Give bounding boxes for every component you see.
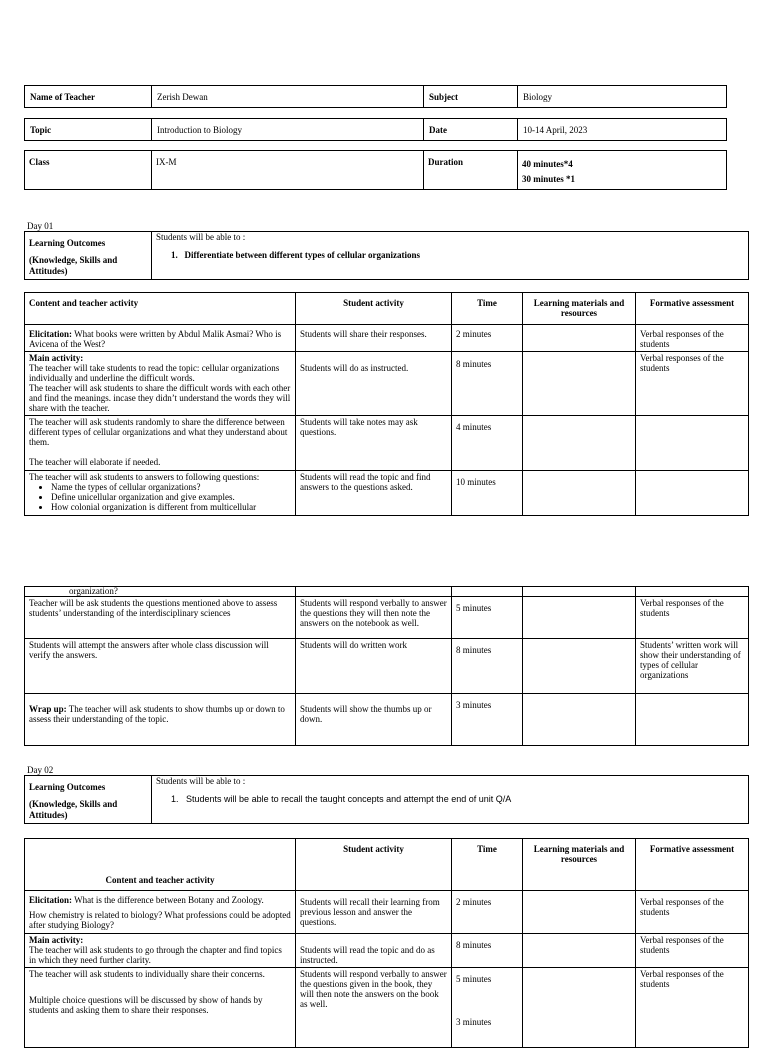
discussion-text-1: The teacher will ask students randomly to share the difference between different types of cellular organizations and what they understand about them.: [29, 417, 288, 447]
main-activity-text-2: The teacher will ask students to share the difficult words with each other and find the meanings. incase they didn’t understand the words they will share with the teacher.: [29, 383, 291, 413]
student-activity: Students will respond verbally to answer the questions they will then note the answers on the notebook as well.: [296, 597, 452, 639]
lo-label-line-2: (Knowledge, Skills and Attitudes): [29, 255, 118, 276]
wrap-up-cell: [25, 694, 296, 746]
assessment-value: Students’ written work will show their understanding of types of cellular organizations: [636, 639, 749, 694]
subject-label: Subject: [424, 86, 518, 108]
questions-cell: [25, 471, 296, 516]
time-value: 3 minutes: [452, 694, 523, 746]
col-assessment-header: Formative assessment: [636, 839, 749, 891]
table-row: [25, 352, 749, 416]
time-cell: [452, 968, 523, 1048]
table-row: [25, 325, 749, 352]
student-activity: Students will respond verbally to answer the questions given in the book, they will then note the answers on the book as well.: [296, 968, 452, 1048]
assessment-value: Verbal responses of the students: [636, 352, 749, 416]
class-label: Class: [25, 151, 152, 190]
student-activity: Students will take notes may ask questions.: [296, 416, 452, 471]
time-value: 5 minutes: [452, 597, 523, 639]
elicitation-cell: [25, 891, 296, 934]
materials-cell: [523, 416, 636, 471]
lo-item: [171, 794, 744, 804]
questions-intro: The teacher will ask students to answers to following questions:: [29, 472, 260, 482]
main-activity-text: The teacher will ask students to go through the chapter and find topics in which they need further clarity.: [29, 945, 282, 965]
time-value: 5 minutes: [456, 974, 492, 984]
time-value: 4 minutes: [452, 416, 523, 471]
col-student-header: Student activity: [296, 293, 452, 325]
time-value: 10 minutes: [452, 471, 523, 516]
col-materials-header: Learning materials and resources: [523, 293, 636, 325]
elicitation-label: Elicitation:: [29, 329, 72, 339]
assessment-cell: [636, 471, 749, 516]
col-student-header: Student activity: [296, 839, 452, 891]
col-time-header: Time: [452, 839, 523, 891]
teacher-subject-table: [24, 85, 727, 108]
time-value: 2 minutes: [452, 891, 523, 934]
topic-value: Introduction to Biology: [152, 119, 424, 141]
topic-date-table: [24, 118, 727, 141]
class-value: IX-M: [152, 151, 424, 190]
table-row: [25, 694, 749, 746]
day-01-label: Day 01: [27, 221, 54, 231]
col-content-header: Content and teacher activity: [25, 839, 296, 891]
lo-intro: Students will be able to :: [156, 776, 246, 786]
materials-cell: [523, 352, 636, 416]
col-time-header: Time: [452, 293, 523, 325]
elicitation-text: What books were written by Abdul Malik Asmai? Who is Avicena of the West?: [29, 329, 282, 349]
questions-list: [51, 482, 291, 512]
student-activity: Students will recall their learning from previous lesson and answer the questions.: [296, 891, 452, 934]
materials-cell: [523, 587, 636, 597]
date-value: 10-14 April, 2023: [518, 119, 727, 141]
duration-line-1: 40 minutes*4: [522, 159, 573, 169]
duration-label: Duration: [424, 151, 518, 190]
assessment-value: Verbal responses of the students: [636, 891, 749, 934]
table-row: [25, 587, 749, 597]
student-activity: Students will read the topic and find answers to the questions asked.: [296, 471, 452, 516]
lo-intro: Students will be able to :: [156, 232, 246, 242]
lo-label-line-1: Learning Outcomes: [29, 782, 106, 792]
assess-questions-text: Teacher will be ask students the questions mentioned above to assess students’ understanding of the interdisciplinary sciences: [25, 597, 296, 639]
assessment-value: Verbal responses of the students: [636, 934, 749, 968]
day1-learning-outcomes: [24, 231, 749, 280]
lo-label-line-2: (Knowledge, Skills and Attitudes): [29, 799, 118, 820]
student-activity: Students will show the thumbs up or down.: [296, 694, 452, 746]
elicitation-text-2: How chemistry is related to biology? What professions could be adopted after studying Biology?: [29, 910, 291, 930]
assessment-cell: [636, 694, 749, 746]
assessment-value: Verbal responses of the students: [636, 968, 749, 1048]
teacher-label: Name of Teacher: [25, 86, 152, 108]
student-cell: [296, 587, 452, 597]
day-02-label: Day 02: [27, 765, 54, 775]
table-row: [25, 471, 749, 516]
student-activity: Students will do written work: [296, 639, 452, 694]
assessment-cell: [636, 587, 749, 597]
time-value: 2 minutes: [452, 325, 523, 352]
student-activity: Students will share their responses.: [296, 325, 452, 352]
materials-cell: [523, 694, 636, 746]
elicitation-label: Elicitation:: [29, 895, 72, 905]
wrap-up-text: The teacher will ask students to show thumbs up or down to assess their understanding of the topic.: [29, 704, 285, 724]
lo-content: [152, 776, 749, 824]
time-value: 8 minutes: [452, 934, 523, 968]
assessment-value: Verbal responses of the students: [636, 597, 749, 639]
day1-activity-table: [24, 292, 749, 516]
materials-cell: [523, 639, 636, 694]
time-value: 8 minutes: [452, 639, 523, 694]
main-activity-cell: [25, 934, 296, 968]
materials-cell: [523, 891, 636, 934]
col-assessment-header: Formative assessment: [636, 293, 749, 325]
teacher-value: Zerish Dewan: [152, 86, 424, 108]
lo-label: [25, 232, 152, 280]
date-label: Date: [424, 119, 518, 141]
student-activity: Students will read the topic and do as instructed.: [296, 934, 452, 968]
list-item: • Name the types of cellular organizations?: [51, 482, 291, 492]
main-activity-label: Main activity:: [29, 935, 84, 945]
table-row: [25, 597, 749, 639]
lo-label-line-1: Learning Outcomes: [29, 238, 106, 248]
materials-cell: [523, 597, 636, 639]
day2-activity-table: [24, 838, 749, 1048]
table-row: [25, 639, 749, 694]
class-duration-table: [24, 150, 727, 190]
materials-cell: [523, 968, 636, 1048]
written-work-text: Students will attempt the answers after whole class discussion will verify the answers.: [25, 639, 296, 694]
lo-item-text: Students will be able to recall the taught concepts and attempt the end of unit Q/A: [186, 794, 512, 804]
time-cell: [452, 587, 523, 597]
materials-cell: [523, 325, 636, 352]
lo-content: [152, 232, 749, 280]
duration-value: [518, 151, 727, 190]
lo-item-number: 1.: [171, 794, 179, 804]
lo-item: [171, 250, 744, 260]
list-item: • How colonial organization is different from multicellular: [51, 502, 291, 512]
concerns-text-2: Multiple choice questions will be discussed by show of hands by students and asking them to share their responses.: [29, 995, 263, 1015]
time-value: 8 minutes: [452, 352, 523, 416]
concerns-text-1: The teacher will ask students to individually share their concerns.: [29, 969, 265, 979]
main-activity-text-1: The teacher will take students to read the topic: cellular organizations individually and underline the difficult words.: [29, 363, 280, 383]
assessment-value: Verbal responses of the students: [636, 325, 749, 352]
materials-cell: [523, 471, 636, 516]
time-value-cut: 3 minutes: [456, 1017, 492, 1027]
continued-text: organization?: [25, 587, 296, 597]
main-activity-cell: [25, 352, 296, 416]
table-row: [25, 891, 749, 934]
day2-learning-outcomes: [24, 775, 749, 824]
lo-item-number: 1.: [171, 250, 178, 260]
elicitation-cell: [25, 325, 296, 352]
col-content-header: Content and teacher activity: [25, 293, 296, 325]
lo-label: [25, 776, 152, 824]
student-activity: Students will do as instructed.: [296, 352, 452, 416]
table-row: [25, 416, 749, 471]
col-materials-header: Learning materials and resources: [523, 839, 636, 891]
main-activity-label: Main activity:: [29, 353, 84, 363]
table-row: [25, 968, 749, 1048]
topic-label: Topic: [25, 119, 152, 141]
duration-line-2: 30 minutes *1: [522, 174, 576, 184]
lo-item-text: Differentiate between different types of cellular organizations: [184, 250, 420, 260]
subject-value: Biology: [518, 86, 727, 108]
elicitation-text-1: What is the difference between Botany and Zoology.: [72, 895, 264, 905]
day1-activity-table-continued: [24, 586, 749, 746]
discussion-cell: [25, 416, 296, 471]
list-item: • Define unicellular organization and give examples.: [51, 492, 291, 502]
concerns-cell: [25, 968, 296, 1048]
wrap-up-label: Wrap up:: [29, 704, 67, 714]
assessment-cell: [636, 416, 749, 471]
table-row: [25, 934, 749, 968]
materials-cell: [523, 934, 636, 968]
discussion-text-2: The teacher will elaborate if needed.: [29, 457, 161, 467]
